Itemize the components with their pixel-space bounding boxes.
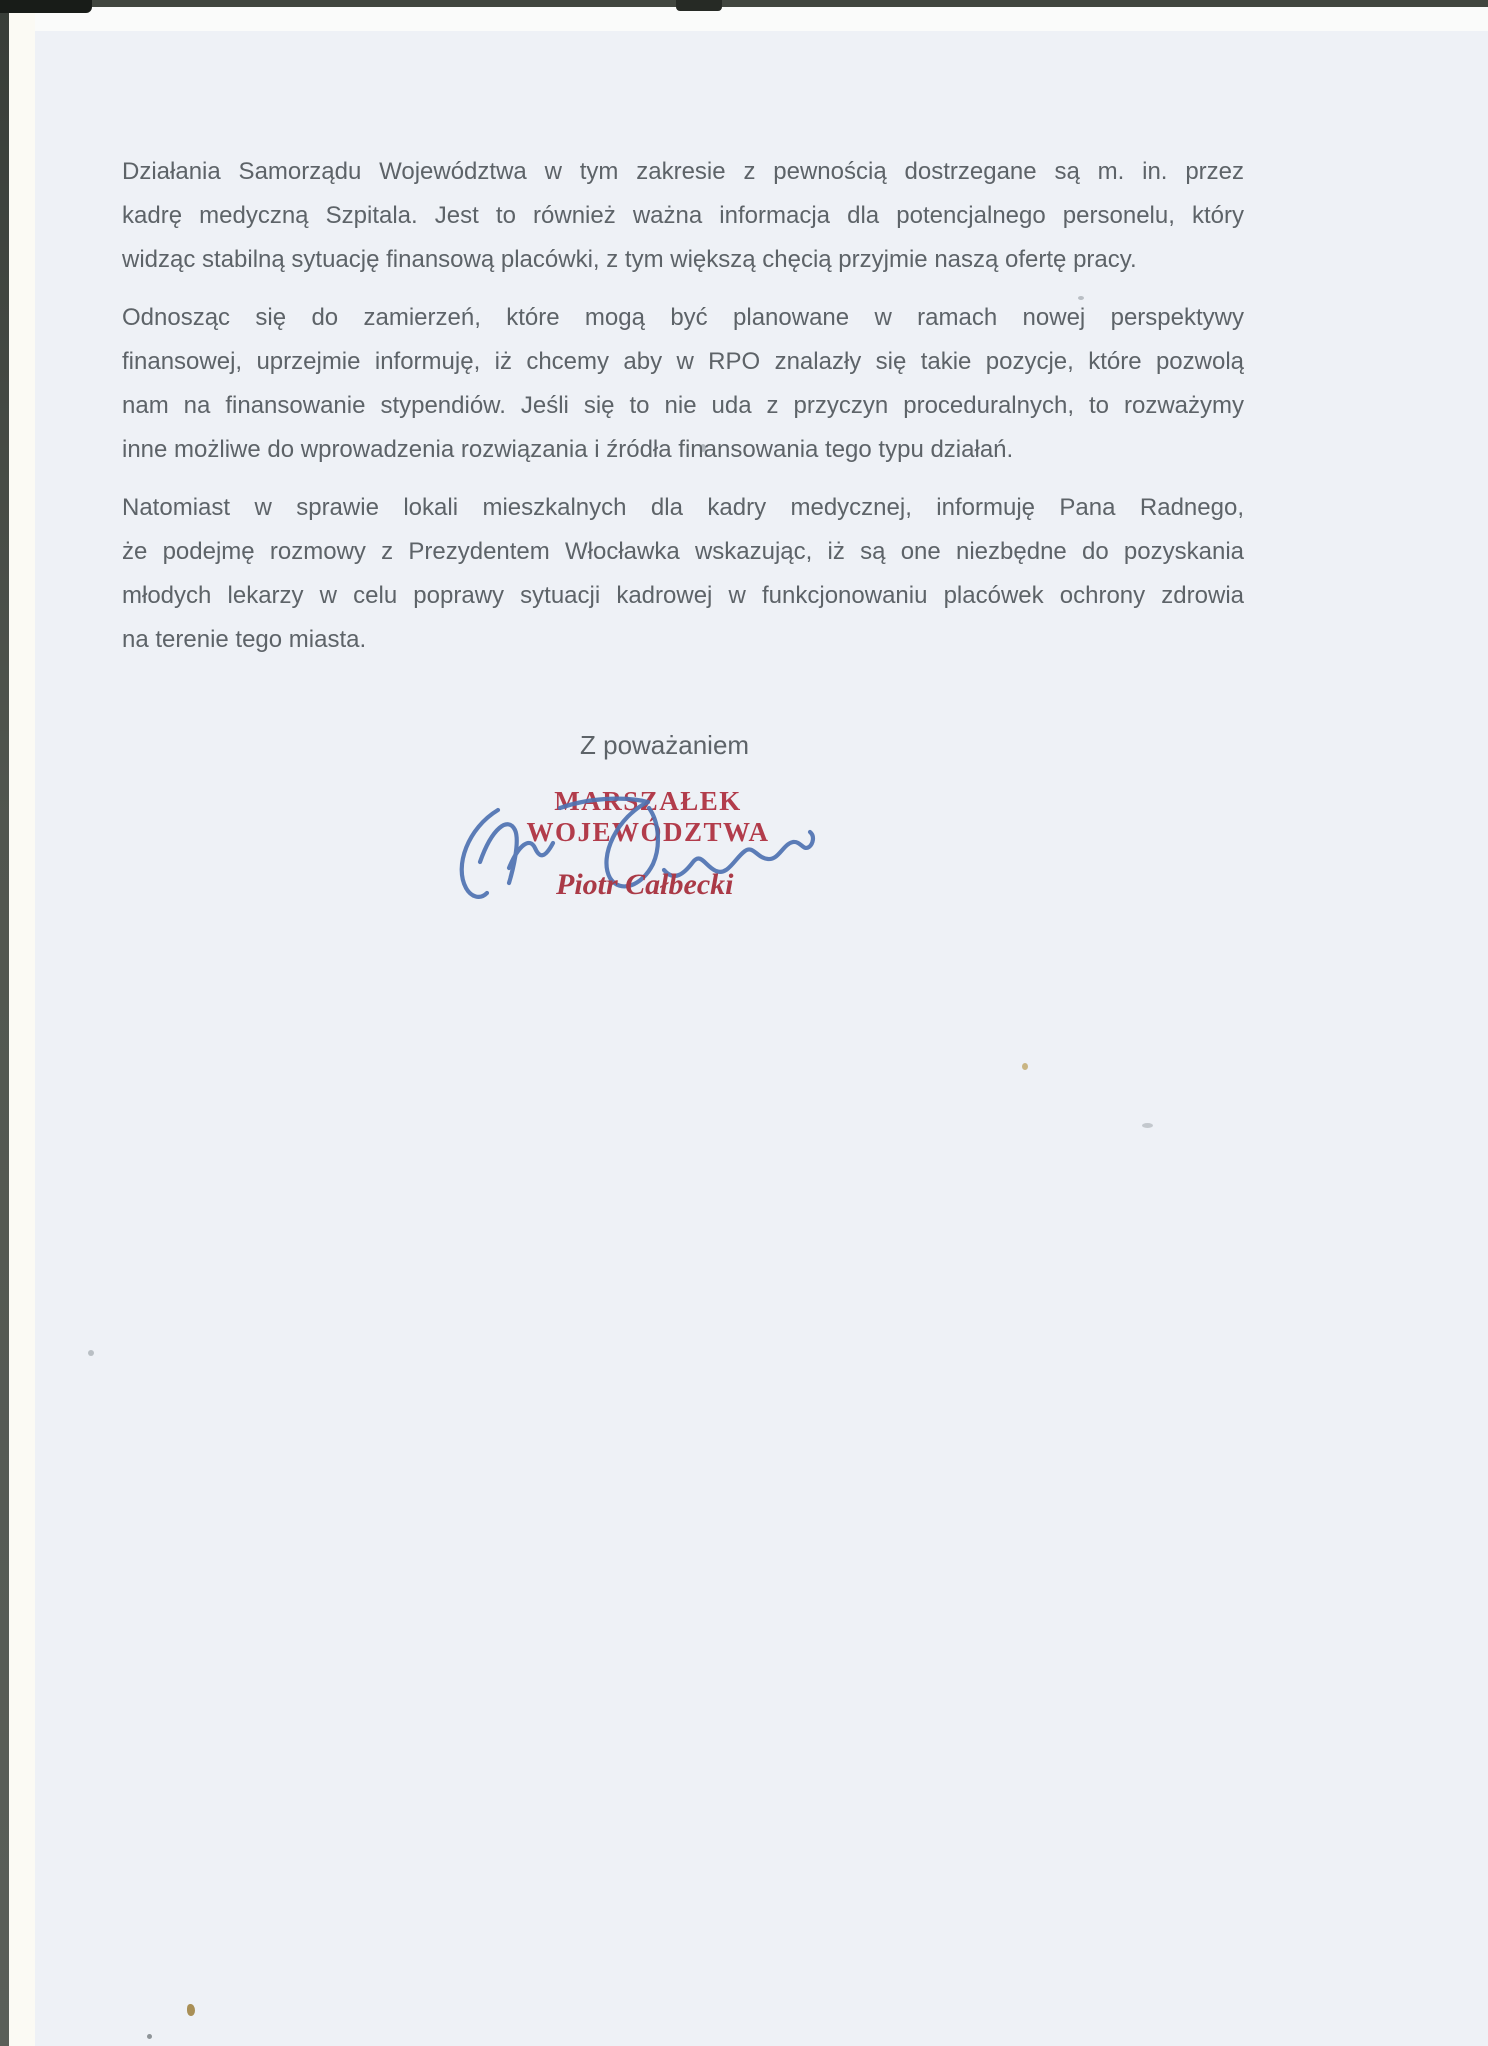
text-line: Natomiast w sprawie lokali mieszkalnych dla kadry medycznej, informuję Pana Radnego, [122, 494, 1244, 521]
text-line: inne możliwe do wprowadzenia rozwiązania i źródła finansowania tego typu działań. [122, 436, 1014, 463]
paragraph [122, 150, 1244, 282]
scan-speck [147, 2034, 152, 2039]
scan-speck [1142, 1123, 1153, 1128]
scan-edge-left [0, 0, 9, 2046]
signer-name: Piotr Całbecki [556, 868, 734, 901]
scan-top-blob [676, 0, 722, 11]
scan-speck [1022, 1063, 1028, 1070]
text-line: że podejmę rozmowy z Prezydentem Włocławka wskazując, iż są one niezbędne do pozyskania [122, 538, 1244, 565]
text-line: kadrę medyczną Szpitala. Jest to również ważna informacja dla potencjalnego personelu, który [122, 202, 1244, 229]
scan-edge-top [0, 0, 1488, 7]
valediction: Z poważaniem [580, 730, 750, 760]
paper-edge-top-strip [35, 7, 1488, 31]
marshal-stamp-text: MARSZAŁEK WOJEWÓDZTWA [526, 786, 770, 847]
text-line: na terenie tego miasta. [122, 626, 367, 653]
scan-speck [88, 1350, 94, 1356]
text-line: Działania Samorządu Województwa w tym zakresie z pewnością dostrzegane są m. in. przez [122, 158, 1244, 185]
letter-body [122, 150, 1244, 676]
paragraph [122, 296, 1244, 472]
text-line: widząc stabilną sytuację finansową placówki, z tym większą chęcią przyjmie naszą ofertę pracy. [122, 246, 1137, 273]
paper-edge-strip [9, 7, 35, 2046]
scan-speck [187, 2004, 195, 2016]
paragraph [122, 486, 1244, 662]
text-line: młodych lekarzy w celu poprawy sytuacji kadrowej w funkcjonowaniu placówek ochrony zdrowia [122, 582, 1244, 609]
text-line: nam na finansowanie stypendiów. Jeśli się to nie uda z przyczyn proceduralnych, to rozważymy [122, 392, 1244, 419]
text-line: Odnosząc się do zamierzeń, które mogą być planowane w ramach nowej perspektywy [122, 304, 1244, 331]
text-line: finansowej, uprzejmie informuję, iż chcemy aby w RPO znalazły się takie pozycje, które pozwolą [122, 348, 1244, 375]
scan-corner-mark [0, 0, 92, 13]
